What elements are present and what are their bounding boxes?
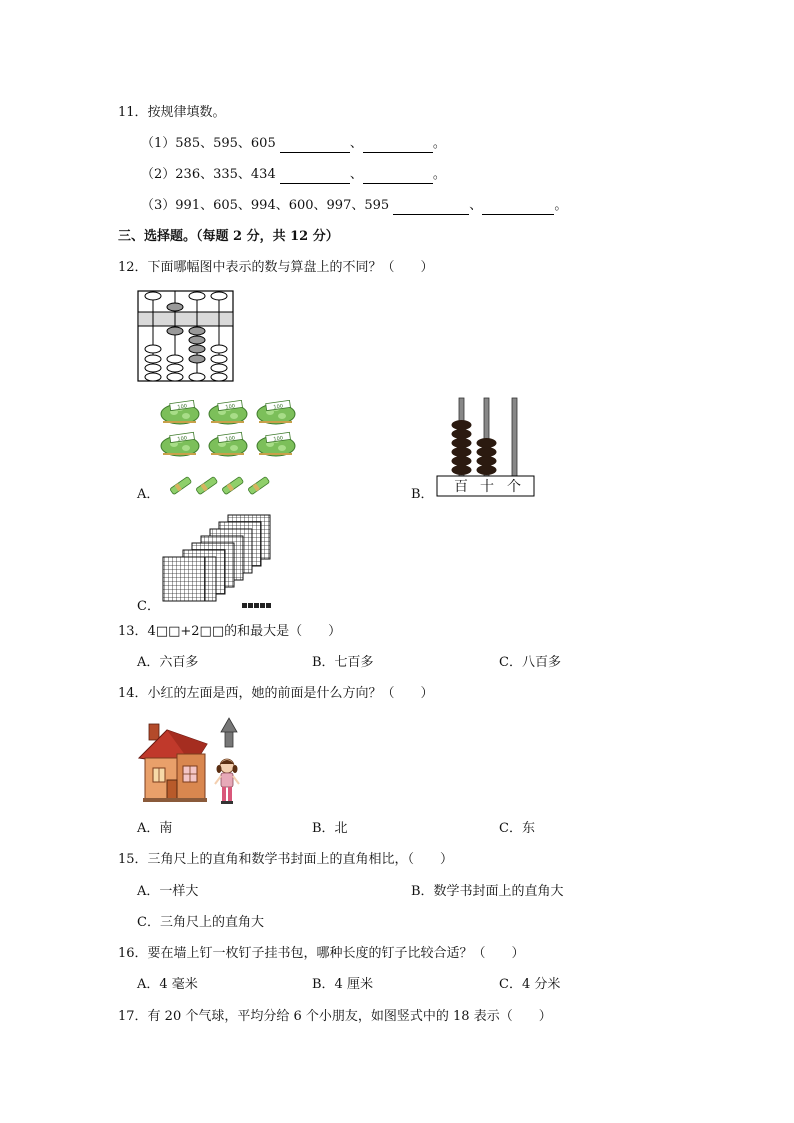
house-girl-image — [137, 714, 249, 808]
q11-item-1-label: （1）585、595、605 — [141, 136, 276, 151]
q11-item-2-label: （2）236、335、434 — [141, 167, 276, 182]
q15-option-a[interactable]: A．一样大 — [137, 884, 199, 899]
answer-blank[interactable] — [280, 169, 350, 184]
q15-stem: 15．三角尺上的直角和数学书封面上的直角相比，（ ） — [118, 852, 454, 867]
separator: 、 — [469, 198, 483, 213]
q12-option-b-label[interactable]: B． — [411, 487, 434, 502]
answer-blank[interactable] — [280, 138, 350, 153]
suanpan-abacus-image — [137, 290, 234, 382]
answer-blank[interactable] — [393, 200, 469, 215]
place-label-ones: 个 — [507, 479, 521, 495]
q13-option-a[interactable]: A．六百多 — [137, 655, 199, 670]
q11-item-2 — [141, 166, 446, 184]
q13-option-c[interactable]: C．八百多 — [499, 655, 561, 670]
period: 。 — [432, 167, 446, 182]
q16-option-c[interactable]: C．4 分米 — [499, 977, 561, 992]
q14-stem: 14．小红的左面是西，她的前面是什么方向？（ ） — [118, 686, 434, 701]
q12-option-c-label[interactable]: C． — [137, 599, 160, 614]
answer-blank[interactable] — [363, 138, 433, 153]
period: 。 — [554, 198, 568, 213]
q14-option-c[interactable]: C．东 — [499, 821, 535, 836]
q13-stem: 13．4□□+2□□的和最大是（ ） — [118, 624, 342, 639]
separator: 、 — [349, 136, 363, 151]
q16-option-a[interactable]: A．4 毫米 — [137, 977, 198, 992]
q13-option-b[interactable]: B．七百多 — [312, 655, 374, 670]
q12-option-a-label[interactable]: A． — [137, 487, 160, 502]
q16-option-b[interactable]: B．4 厘米 — [312, 977, 373, 992]
q15-option-b[interactable]: B．数学书封面上的直角大 — [411, 884, 564, 899]
q14-option-b[interactable]: B．北 — [312, 821, 348, 836]
hundred-blocks-image — [160, 513, 276, 611]
separator: 、 — [349, 167, 363, 182]
answer-blank[interactable] — [363, 169, 433, 184]
money-bundles-image — [160, 400, 300, 500]
q14-option-a[interactable]: A．南 — [137, 821, 173, 836]
q11-stem: 11．按规律填数。 — [118, 105, 226, 120]
up-arrow-icon — [221, 718, 237, 747]
counting-frame-image — [436, 396, 536, 498]
q11-item-1 — [141, 135, 446, 153]
period: 。 — [432, 136, 446, 151]
section-3-heading: 三、选择题。（每题 2 分，共 12 分） — [118, 229, 339, 244]
q11-item-3 — [141, 197, 567, 215]
place-label-tens: 十 — [480, 479, 494, 495]
q16-stem: 16．要在墙上钉一枚钉子挂书包，哪种长度的钉子比较合适？（ ） — [118, 946, 525, 961]
q15-option-c[interactable]: C．三角尺上的直角大 — [137, 915, 264, 930]
place-label-hundreds: 百 — [454, 479, 468, 495]
q11-item-3-label: （3）991、605、994、600、997、595 — [141, 198, 390, 213]
answer-blank[interactable] — [482, 200, 554, 215]
q12-stem: 12．下面哪幅图中表示的数与算盘上的不同？（ ） — [118, 260, 434, 275]
q17-stem: 17．有 20 个气球，平均分给 6 个小朋友，如图竖式中的 18 表示（ ） — [118, 1009, 552, 1024]
